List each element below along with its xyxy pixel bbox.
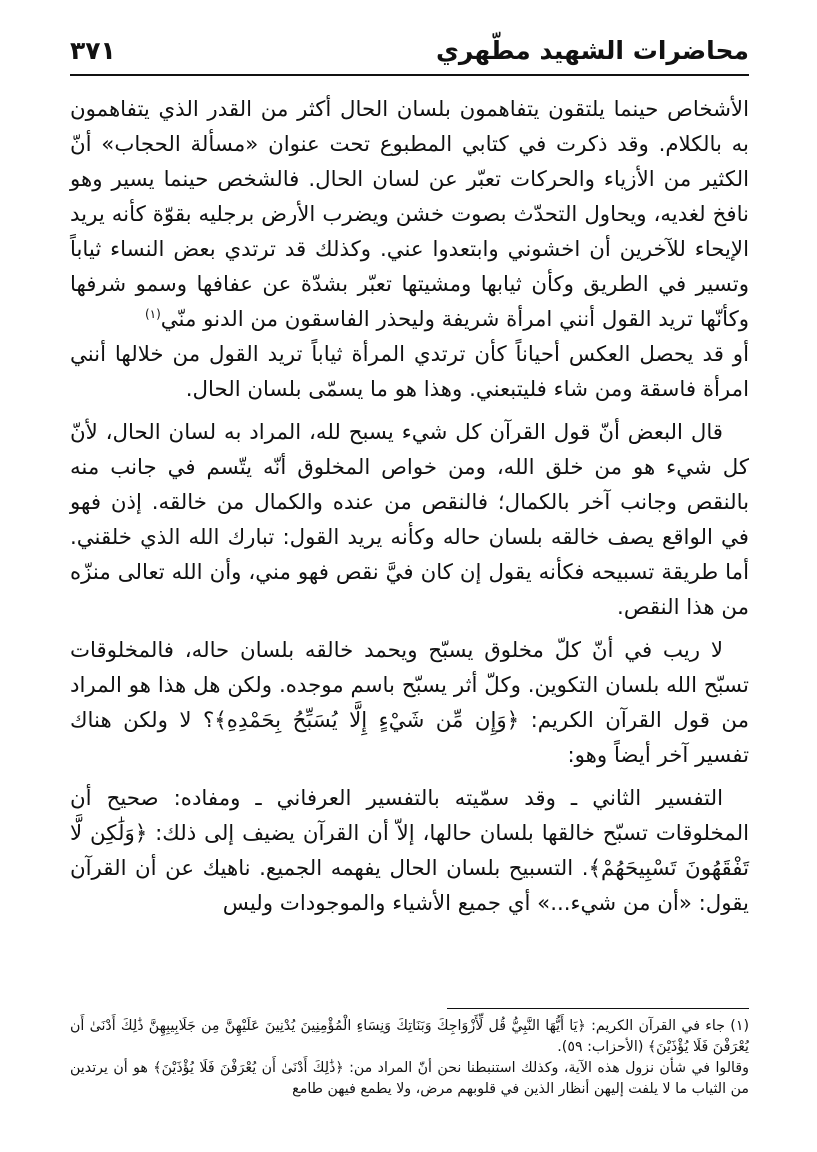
paragraph-1-text: الأشخاص حينما يلتقون يتفاهمون بلسان الحال أكثر من القدر الذي يتفاهمون به بالكلام. وقد ذكرت في كتابي المطبوع تحت عنوان «مسألة الحجاب» أنّ الكثير من الأزياء والحركات تعبّر عن لسان الحال. فالشخص حينما يسير وهو نافخ لغديه، ويحاول التحدّث بصوت خشن ويضرب الأرض برجليه بقوّة كأنه يريد الإيحاء للآخرين أن اخشوني وابتعدوا عني. وكذلك قد ترتدي بعض النساء ثياباً وتسير في الطريق وكأن ثيابها ومشيتها تعبّر بشدّة عن عفافها وسمو شرفها وكأنّها تريد القول أنني امرأة شريفة وليحذر الفاسقون من الدنو منّي	[70, 97, 749, 332]
page-header	[70, 30, 749, 74]
page-number: ٣٧١	[70, 36, 116, 65]
running-title: محاضرات الشهيد مطّهري	[435, 36, 749, 65]
main-text	[70, 92, 749, 921]
footnote-1: (١) جاء في القرآن الكريم: ﴿يَا أَيُّهَا النَّبِيُّ قُل لِّأَزْوَاجِكَ وَبَنَاتِكَ وَنِسَاءِ الْمُؤْمِنِينَ يُدْنِينَ عَلَيْهِنَّ مِن جَلَابِيبِهِنَّ ذَٰلِكَ أَدْنَىٰ أَن يُعْرَفْنَ فَلَا يُؤْذَيْنَ﴾ (الأحزاب: ٥٩).	[70, 1018, 749, 1055]
footnotes	[70, 1016, 749, 1100]
paragraph-1	[70, 92, 749, 337]
paragraph-3: قال البعض أنّ قول القرآن كل شيء يسبح لله، المراد به لسان الحال، لأنّ كل شيء هو من خلق الله، ومن خواص المخلوق أنّه يتّسم في جانب منه بالنقص وجانب آخر بالكمال؛ فالنقص من عنده والكمال من خالقه. إذن فهو في الواقع يصف خالقه بلسان حاله وكأنه يريد القول: تبارك الله الذي خلقني. أما طريقة تسبيحه فكأنه يقول إن كان فيَّ نقص فهو مني، وأن الله تعالى منزّه من هذا النقص.	[70, 420, 749, 620]
paragraph-4: لا ريب في أنّ كلّ مخلوق يسبّح ويحمد خالقه بلسان حاله، فالمخلوقات تسبّح الله بلسان التكوين. وكلّ أثر يسبّح باسم موجده. ولكن هل هذا هو المراد من قول القرآن الكريم: ﴿وَإِن مِّن شَيْءٍ إِلَّا يُسَبِّحُ بِحَمْدِهِ﴾؟ لا ولكن هناك تفسير آخر أيضاً وهو:	[70, 638, 749, 768]
paragraph-5: التفسير الثاني ـ وقد سمّيته بالتفسير العرفاني ـ ومفاده: صحيح أن المخلوقات تسبّح خالقها بلسان حالها، إلاّ أن القرآن يضيف إلى ذلك: ﴿وَلَٰكِن لَّا تَفْقَهُونَ تَسْبِيحَهُمْ﴾. التسبيح بلسان الحال يفهمه الجميع. ناهيك عن أن القرآن يقول: «أن من شيء...» أي جميع الأشياء والموجودات وليس	[70, 786, 749, 916]
header-rule	[70, 74, 749, 76]
footnote-1-continued: وقالوا في شأن نزول هذه الآية، وكذلك استنبطنا نحن أنّ المراد من: ﴿ذَٰلِكَ أَدْنَىٰ أَن يُعْرَفْنَ فَلَا يُؤْذَيْنَ﴾ هو أن يرتدين من الثياب ما لا يلفت إليهن أنظار الذين في قلوبهم مرض، ولا يطمع فيهن طامع	[70, 1060, 749, 1097]
footnote-reference: (١)	[144, 306, 161, 321]
footnote-separator	[447, 1008, 749, 1009]
paragraph-2: أو قد يحصل العكس أحياناً كأن ترتدي المرأة ثياباً تريد القول من خلالها أنني امرأة فاسقة ومن شاء فليتبعني. وهذا هو ما يسمّى بلسان الحال.	[70, 342, 749, 402]
